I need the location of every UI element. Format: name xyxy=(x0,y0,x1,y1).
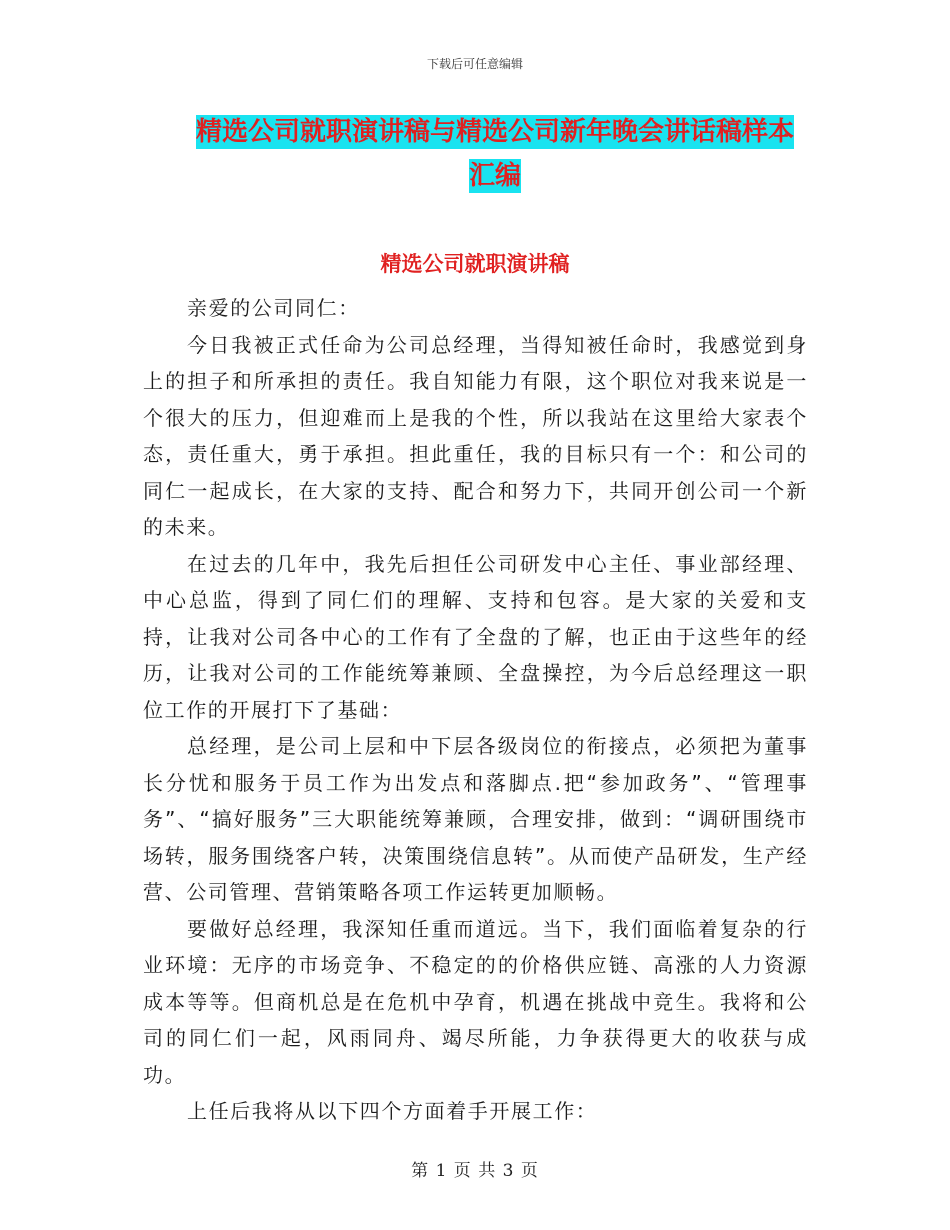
paragraph: 要做好总经理，我深知任重而道远。当下，我们面临着复杂的行业环境：无序的市场竞争、不稳定的的价格供应链、高涨的人力资源成本等等。但商机总是在危机中孕育，机遇在挑战中竞生。我将和公司的同仁们一起，风雨同舟、竭尽所能，力争获得更大的收获与成功。 xyxy=(143,916,808,1087)
header-note: 下载后可任意编辑 xyxy=(426,57,523,71)
page-footer: 第 1 页 共 3 页 xyxy=(411,1161,539,1181)
paragraph: 今日我被正式任命为公司总经理，当得知被任命时，我感觉到身上的担子和所承担的责任。我自知能力有限，这个职位对我来说是一个很大的压力，但迎难而上是我的个性，所以我站在这里给大家表个态，责任重大，勇于承担。担此重任，我的目标只有一个：和公司的同仁一起成长，在大家的支持、配合和努力下，共同开创公司一个新的未来。 xyxy=(143,332,808,539)
document-title-line-1: 精选公司就职演讲稿与精选公司新年晚会讲话稿样本 xyxy=(195,117,794,147)
body-text xyxy=(143,290,808,1130)
document-title xyxy=(175,110,815,198)
paragraph: 总经理，是公司上层和中下层各级岗位的衔接点，必须把为董事长分忧和服务于员工作为出发点和落脚点.把“参加政务”、“管理事务”、“搞好服务”三大职能统筹兼顾，合理安排，做到：“调研围绕市场转，服务围绕客户转，决策围绕信息转”。从而使产品研发，生产经营、公司管理、营销策略各项工作运转更加顺畅。 xyxy=(143,734,808,904)
section-title: 精选公司就职演讲稿 xyxy=(380,252,570,276)
document-title-line-2: 汇编 xyxy=(468,161,521,191)
paragraph-salutation: 亲爱的公司同仁： xyxy=(187,296,360,320)
paragraph: 上任后我将从以下四个方面着手开展工作： xyxy=(187,1099,598,1123)
paragraph: 在过去的几年中，我先后担任公司研发中心主任、事业部经理、中心总监，得到了同仁们的理解、支持和包容。是大家的关爱和支持，让我对公司各中心的工作有了全盘的了解，也正由于这些年的经历，让我对公司的工作能统筹兼顾、全盘操控，为今后总经理这一职位工作的开展打下了基础： xyxy=(143,551,808,722)
